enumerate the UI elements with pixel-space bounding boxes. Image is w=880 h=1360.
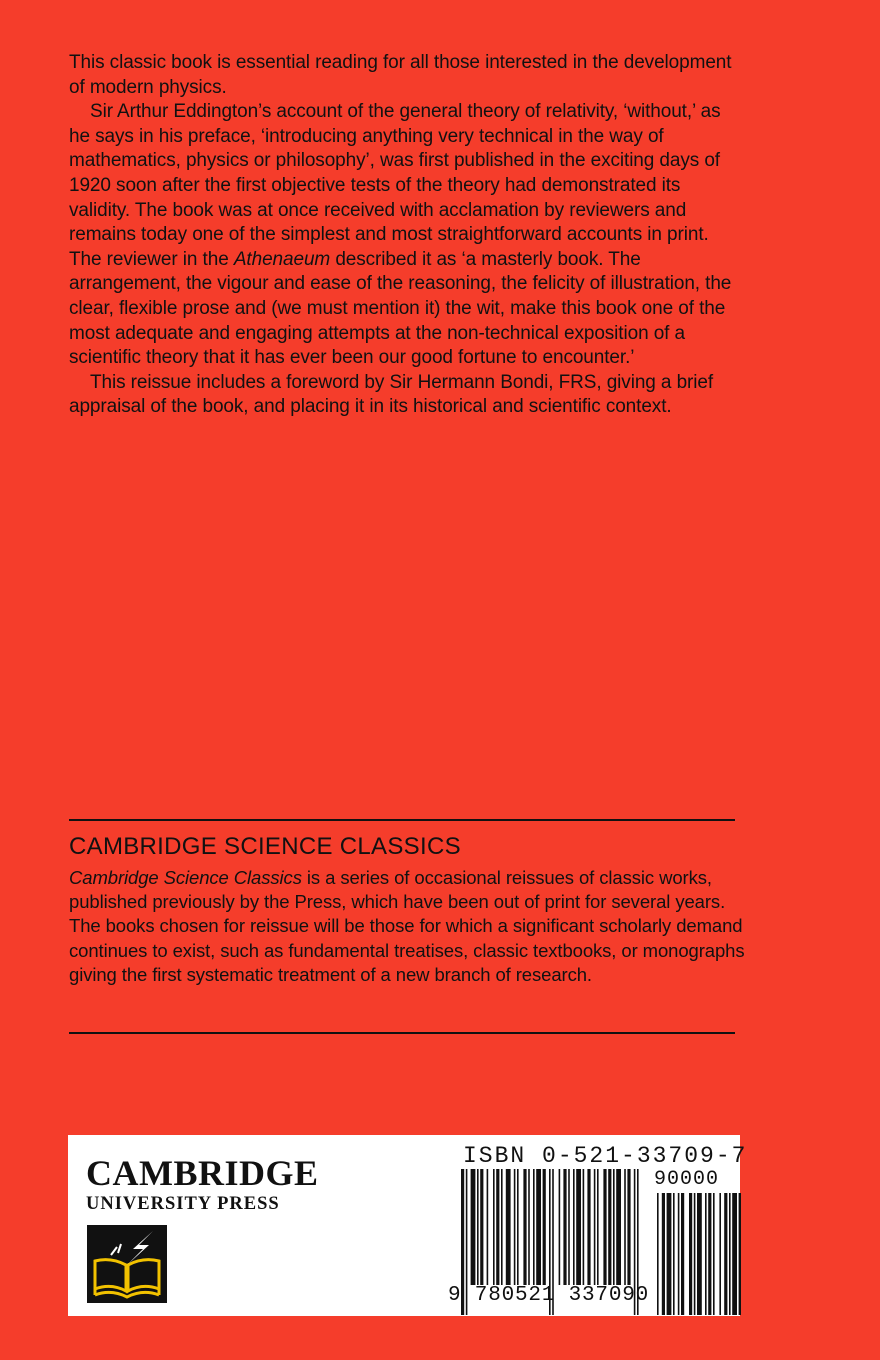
back-cover-blurb (69, 51, 739, 420)
blurb-paragraph-1: This classic book is essential reading for all those interested in the development of modern physics. (69, 52, 732, 98)
barcode-addon-bar (673, 1193, 675, 1315)
barcode-bar (496, 1169, 499, 1285)
barcode-bar (627, 1169, 630, 1285)
barcode-bar (517, 1169, 519, 1285)
barcode-bar (576, 1169, 581, 1285)
barcode-bar (506, 1169, 511, 1285)
price-code: 90000 (654, 1168, 720, 1191)
barcode-bar (583, 1169, 585, 1285)
barcode-bar (471, 1169, 476, 1285)
barcode-addon-bar (708, 1193, 711, 1315)
barcode-bar (568, 1169, 570, 1285)
barcode-bar (624, 1169, 626, 1285)
barcode-addon-bar (705, 1193, 707, 1315)
barcode-bar (603, 1169, 606, 1285)
barcode-bar (616, 1169, 621, 1285)
blurb-paragraph-3: This reissue includes a foreword by Sir Hermann Bondi, FRS, giving a brief appraisal of the book, and placing it in its historical and scientific context. (69, 371, 714, 418)
athenaeum-title: Athenaeum (233, 248, 331, 270)
barcode-bar (487, 1169, 489, 1285)
series-top-rule (69, 819, 735, 821)
publisher-barcode-panel (68, 1135, 748, 1316)
barcode-bar (533, 1169, 535, 1285)
isbn-label: ISBN 0-521-33709-7 (463, 1143, 748, 1169)
barcode-addon-bar (689, 1193, 692, 1315)
barcode-bar (587, 1169, 590, 1285)
barcode-addon-bar (713, 1193, 715, 1315)
blurb-paragraph-2 (69, 100, 739, 371)
blurb-paragraph-2-end: described it as ‘a masterly book. The arrangement, the vigour and ease of the reasoning, the felicity of illustration, the clear, flexible prose and (we must mention it) the wit, make this book one of the most adequate and engaging attempts at the non-technical exposition of a scientific theory that it has ever been our good fortune to encounter.’ (69, 248, 732, 369)
barcode-addon-bar (657, 1193, 659, 1315)
barcode-bar (559, 1169, 561, 1285)
series-name: Cambridge Science Classics (69, 867, 302, 888)
barcode-addon-bar (667, 1193, 672, 1315)
barcode-bar (608, 1169, 611, 1285)
open-book-lightning-icon (87, 1225, 167, 1303)
publisher-name: CAMBRIDGE (86, 1153, 319, 1193)
barcode-bar (573, 1169, 575, 1285)
series-section (69, 832, 749, 987)
barcode-addon-bar (694, 1193, 696, 1315)
barcode-addon-bar (724, 1193, 727, 1315)
barcode-addon-bar (697, 1193, 702, 1315)
series-description (69, 866, 749, 987)
barcode-addon-bar (719, 1193, 721, 1315)
barcode-bar (543, 1169, 546, 1285)
barcode-addon-bar (732, 1193, 737, 1315)
barcode-bar (563, 1169, 566, 1285)
barcode-bar (536, 1169, 541, 1285)
series-bottom-rule (69, 1032, 735, 1034)
barcode-bar (523, 1169, 526, 1285)
barcode-bar (514, 1169, 516, 1285)
barcode-bar (594, 1169, 596, 1285)
barcode-bar (477, 1169, 479, 1285)
barcode-addon-bar (729, 1193, 731, 1315)
publisher-imprint (86, 1155, 319, 1215)
barcode-addon-bar (678, 1193, 680, 1315)
barcode-bar (493, 1169, 495, 1285)
series-description-text: is a series of occasional reissues of classic works, published previously by the Press, which have been out of print for several years. The books chosen for reissue will be those for which a significant scholarly demand continues to exist, such as fundamental treatises, classic textbooks, or monographs giving the first systematic treatment of a new branch of research. (69, 867, 745, 985)
barcode-bar (480, 1169, 483, 1285)
blurb-paragraph-2-start: Sir Arthur Eddington’s account of the general theory of relativity, ‘without,’ as he says in his preface, ‘introducing anything very technical in the way of mathematics, physics or philosophy’, was first published in the exciting days of 1920 soon after the first objective tests of the theory had demonstrated its validity. The book was at once received with acclamation by reviewers and remains today one of the simplest and most straightforward accounts in print. The reviewer in the (69, 101, 721, 270)
barcode-addon-bar (739, 1193, 741, 1315)
ean-digits: 9 780521 337090 (448, 1284, 650, 1307)
barcode-bar (528, 1169, 530, 1285)
publisher-press: UNIVERSITY PRESS (86, 1194, 280, 1214)
series-title: CAMBRIDGE SCIENCE CLASSICS (69, 833, 461, 860)
barcode-addon-bar (662, 1193, 665, 1315)
barcode-bar (597, 1169, 599, 1285)
barcode-bar (613, 1169, 615, 1285)
barcode-addon-bar (681, 1193, 684, 1315)
barcode-bar (501, 1169, 503, 1285)
